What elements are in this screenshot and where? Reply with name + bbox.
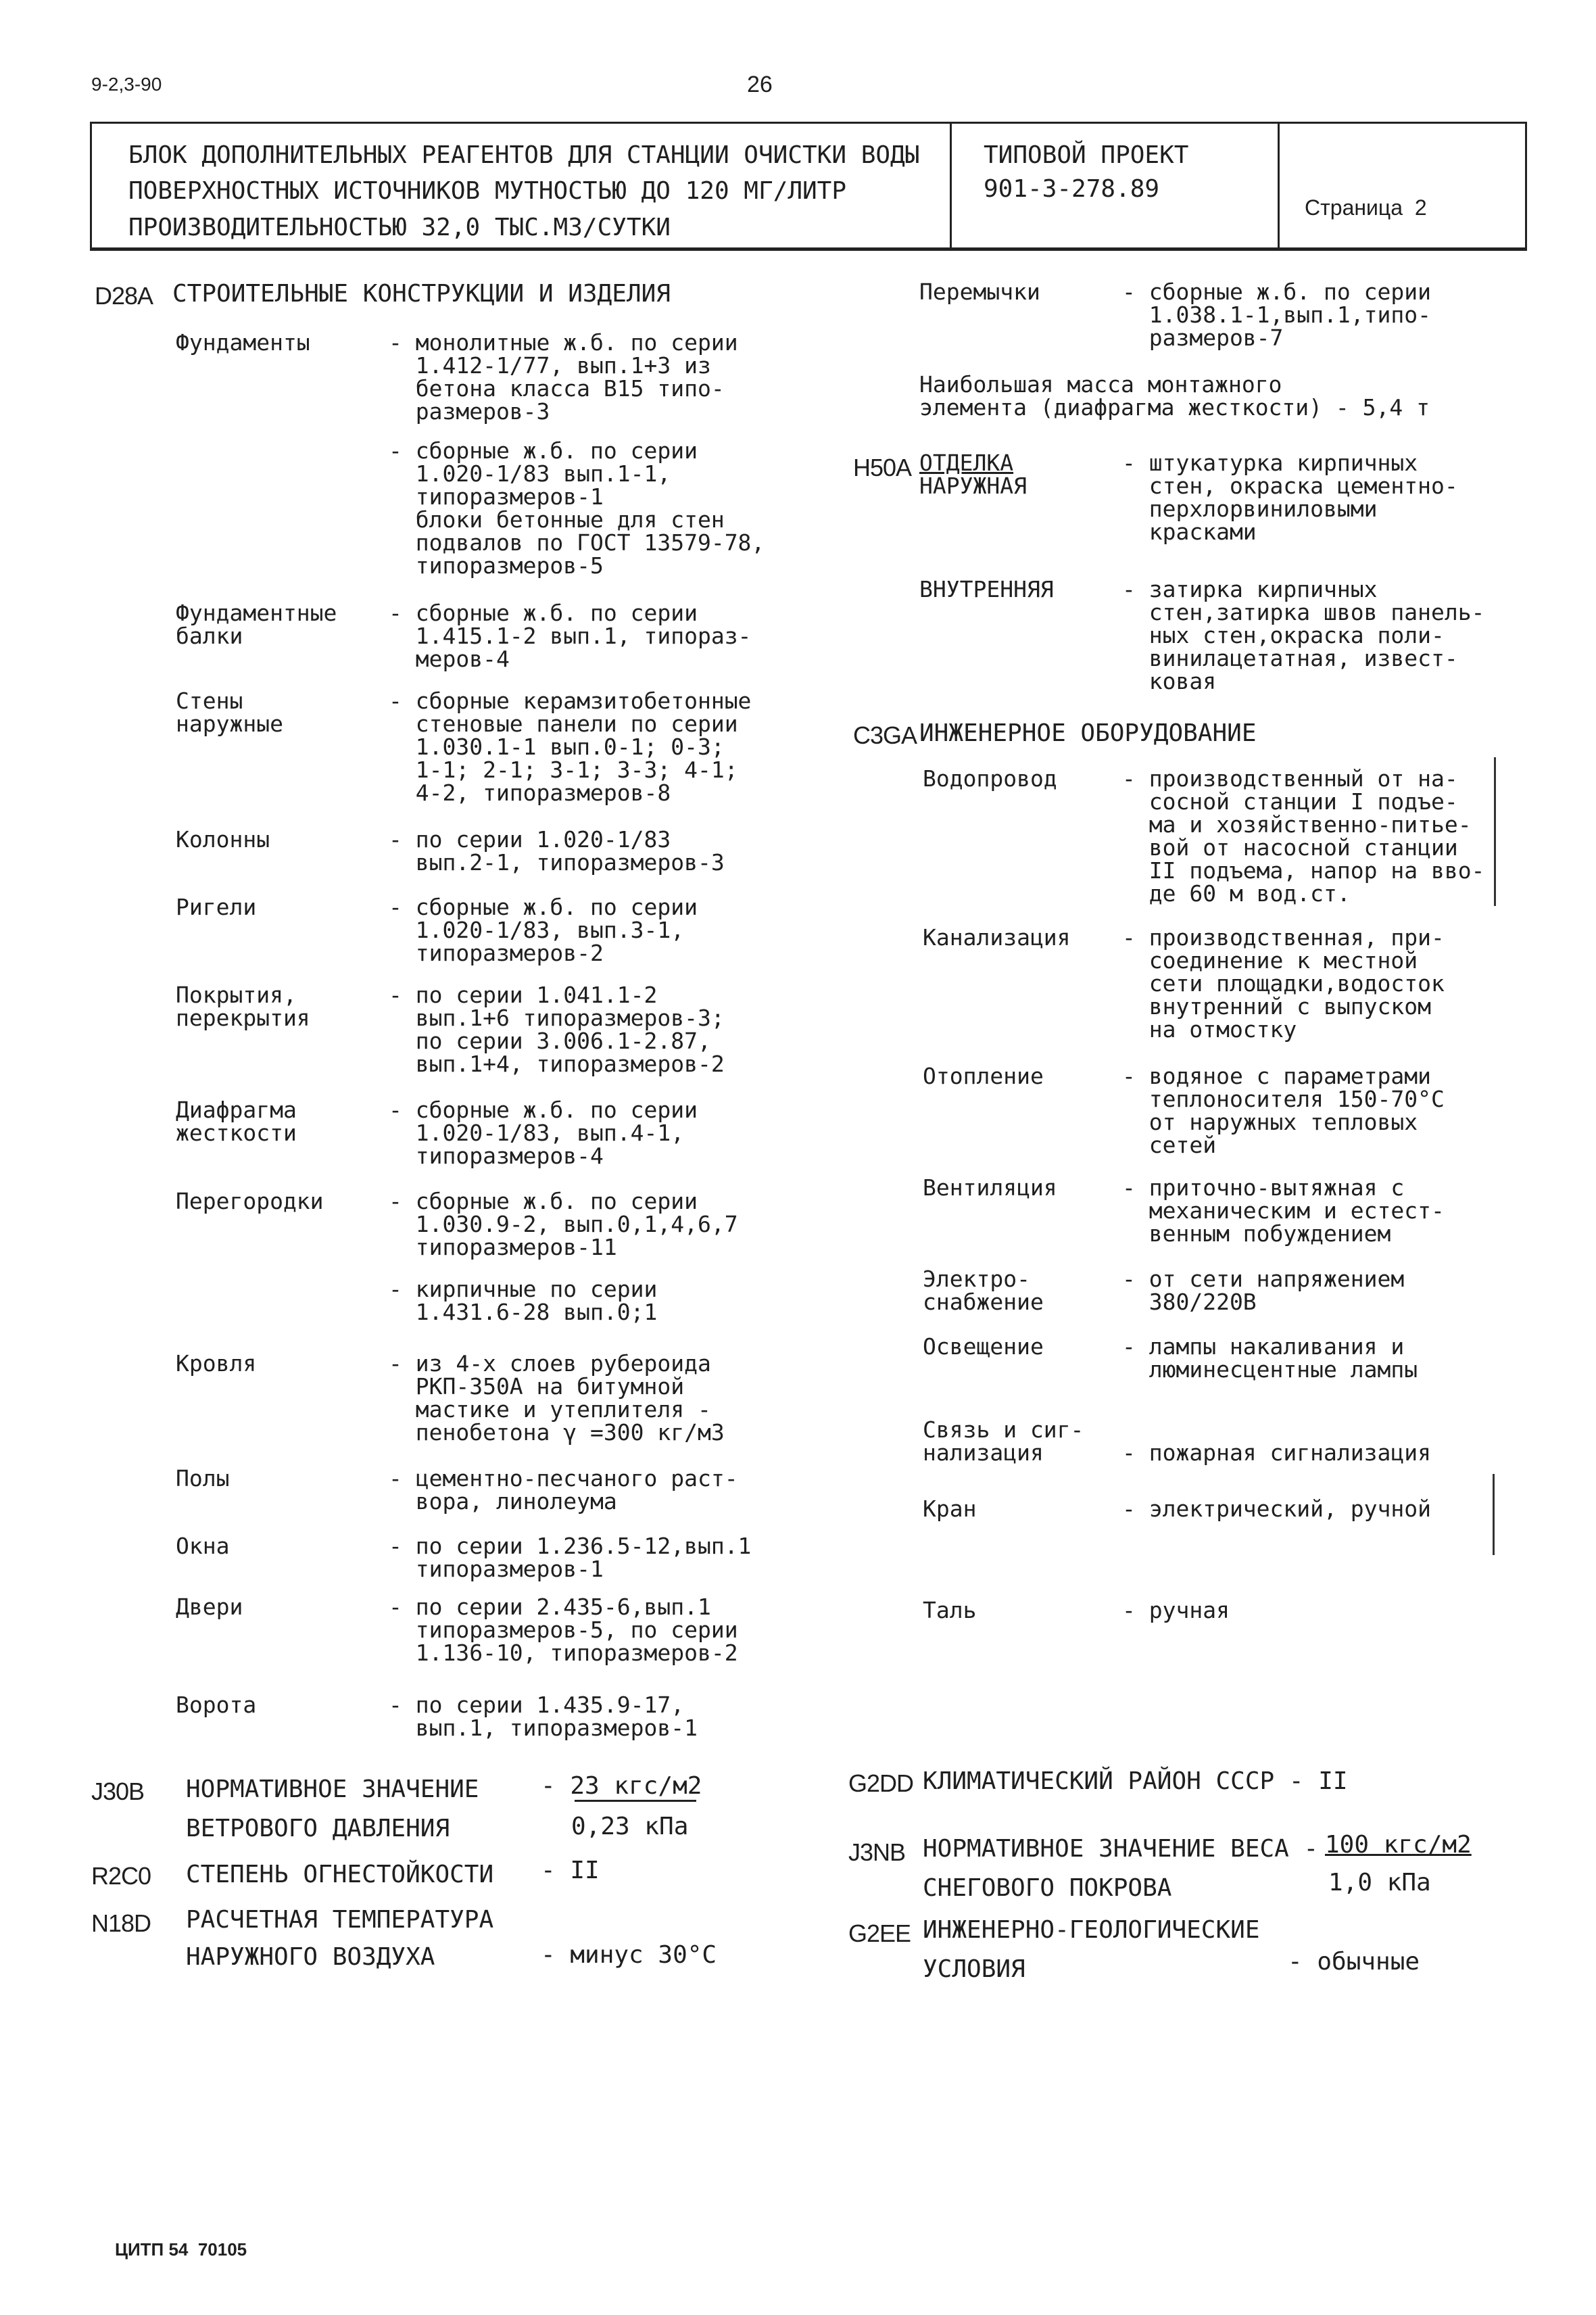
structure-value: 1.020-1/83, вып.3-1, <box>389 917 685 943</box>
snow-title-2: СНЕГОВОГО ПОКРОВА <box>923 1874 1172 1902</box>
structure-value: - сборные ж.б. по серии <box>389 1097 698 1123</box>
title-line-2: ПОВЕРХНОСТНЫХ ИСТОЧНИКОВ МУТНОСТЬЮ ДО 120 МГ/ЛИТР <box>128 177 847 205</box>
max-mass-1: Наибольшая масса монтажного <box>919 371 1282 398</box>
structure-value: 1.020-1/83, вып.4-1, <box>389 1120 685 1146</box>
code-r2c0: R2C0 <box>91 1862 151 1890</box>
climate-title: КЛИМАТИЧЕСКИЙ РАЙОН СССР - II <box>923 1767 1348 1795</box>
structure-value: - монолитные ж.б. по серии <box>389 329 738 356</box>
structure-label: Диафрагма <box>176 1097 297 1123</box>
finish-outer-line: красками <box>1122 519 1257 545</box>
wind-title-2: ВЕТРОВОГО ДАВЛЕНИЯ <box>186 1815 450 1842</box>
finish-outer-line: перхлорвиниловыми <box>1122 496 1378 522</box>
finish-outer-line: - штукатурка кирпичных <box>1122 450 1418 476</box>
project-number: 901-3-278.89 <box>984 175 1160 203</box>
engineering-value: - пожарная сигнализация <box>1122 1439 1431 1466</box>
structure-value: вып.1+4, типоразмеров-2 <box>389 1051 725 1077</box>
structure-label: Фундаменты <box>176 329 310 356</box>
structure-value: типоразмеров-4 <box>389 1143 604 1169</box>
engineering-label: Канализация <box>923 924 1071 951</box>
wind-title-1: НОРМАТИВНОЕ ЗНАЧЕНИЕ <box>186 1775 479 1803</box>
structure-value: бетона класса В15 типо- <box>389 375 725 402</box>
finish-inner-line: винилацетатная, извест- <box>1122 645 1458 671</box>
code-g2dd: G2DD <box>848 1769 914 1797</box>
structure-value: 1.412-1/77, вып.1+3 из <box>389 352 711 379</box>
engineering-label: Освещение <box>923 1333 1044 1360</box>
engineering-value: теплоносителя 150-70°С <box>1122 1086 1445 1112</box>
structure-value: - сборные ж.б. по серии <box>389 1188 698 1214</box>
margin-mark <box>1493 1474 1495 1555</box>
structure-value: стеновые панели по серии <box>389 711 738 737</box>
structure-label: балки <box>176 623 243 649</box>
engineering-value: соединение к местной <box>1122 947 1418 974</box>
title-line-1: БЛОК ДОПОЛНИТЕЛЬНЫХ РЕАГЕНТОВ ДЛЯ СТАНЦИИ ОЧИСТКИ ВОДЫ <box>128 141 920 169</box>
structure-label: перекрытия <box>176 1005 310 1031</box>
structure-value: блоки бетонные для стен <box>389 506 725 533</box>
engineering-value: ма и хозяйственно-питье- <box>1122 811 1472 838</box>
engineering-label: снабжение <box>923 1289 1044 1315</box>
max-mass-2: элемента (диафрагма жесткости) - 5,4 т <box>919 394 1430 421</box>
engineering-label: Водопровод <box>923 765 1057 792</box>
engineering-label: Связь и сиг- <box>923 1416 1084 1443</box>
structure-value: пенобетона γ =300 кг/м3 <box>389 1419 725 1446</box>
structure-value: по серии 3.006.1-2.87, <box>389 1028 711 1054</box>
engineering-value: II подъема, напор на вво- <box>1122 857 1485 884</box>
structure-value: 1-1; 2-1; 3-1; 3-3; 4-1; <box>389 757 738 783</box>
structure-value: 1.431.6-28 вып.0;1 <box>389 1299 658 1325</box>
section-title-structures: СТРОИТЕЛЬНЫЕ КОНСТРУКЦИИ И ИЗДЕЛИЯ <box>172 280 671 308</box>
structure-label: жесткости <box>176 1120 297 1146</box>
lintels-value-3: размеров-7 <box>1122 325 1284 351</box>
fire-value: - II <box>541 1857 600 1884</box>
code-h50a: H50A <box>853 454 912 481</box>
structure-value: вып.1, типоразмеров-1 <box>389 1715 698 1741</box>
finish-inner-label: ВНУТРЕННЯЯ <box>919 576 1054 602</box>
structure-label: Ригели <box>176 894 257 920</box>
engineering-label: нализация <box>923 1439 1044 1466</box>
geo-value: - обычные <box>1288 1948 1420 1976</box>
structure-value: - по серии 1.020-1/83 <box>389 826 671 853</box>
structure-value: типоразмеров-1 <box>389 1556 604 1582</box>
engineering-value: сетей <box>1122 1132 1217 1158</box>
margin-mark <box>1494 757 1496 906</box>
footer-stamp: ЦИТП 54 70105 <box>115 2239 247 2260</box>
structure-value: типоразмеров-11 <box>389 1234 617 1260</box>
code-n18d: N18D <box>91 1909 151 1937</box>
fire-title: СТЕПЕНЬ ОГНЕСТОЙКОСТИ <box>186 1861 494 1888</box>
structure-value: - по серии 2.435-6,вып.1 <box>389 1594 711 1620</box>
snow-value: 100 кгс/м2 <box>1325 1831 1472 1859</box>
lintels-value-1: - сборные ж.б. по серии <box>1122 279 1431 305</box>
engineering-value: - электрический, ручной <box>1122 1496 1431 1522</box>
engineering-value: - приточно-вытяжная с <box>1122 1174 1405 1201</box>
engineering-value: - лампы накаливания и <box>1122 1333 1405 1360</box>
engineering-value: де 60 м вод.ст. <box>1122 880 1351 907</box>
structure-value: меров-4 <box>389 646 510 672</box>
geo-title-1: ИНЖЕНЕРНО-ГЕОЛОГИЧЕСКИЕ <box>923 1916 1260 1944</box>
structure-value: типоразмеров-5, по серии <box>389 1617 738 1643</box>
structure-label: Полы <box>176 1465 230 1491</box>
structure-value: вып.1+6 типоразмеров-3; <box>389 1005 725 1031</box>
finish-outer-label-1: ОТДЕЛКА <box>919 450 1014 476</box>
structure-value: - сборные ж.б. по серии <box>389 437 698 464</box>
structure-value: 4-2, типоразмеров-8 <box>389 780 671 806</box>
engineering-value: венным побуждением <box>1122 1220 1391 1247</box>
engineering-value: - ручная <box>1122 1597 1230 1623</box>
finish-inner-line: стен,затирка швов панель- <box>1122 599 1485 625</box>
engineering-label: Кран <box>923 1496 977 1522</box>
sheet-label: Страница 2 <box>1305 195 1427 220</box>
engineering-value: сети площадки,водосток <box>1122 970 1445 997</box>
engineering-label: Электро- <box>923 1266 1030 1292</box>
section-code-d28a: D28A <box>95 282 153 310</box>
engineering-label: Вентиляция <box>923 1174 1057 1201</box>
structure-value: типоразмеров-1 <box>389 483 604 510</box>
structure-value: 1.030.1-1 вып.0-1; 0-3; <box>389 734 725 760</box>
temp-title-1: РАСЧЕТНАЯ ТЕМПЕРАТУРА <box>186 1906 494 1934</box>
structure-label: Стены <box>176 688 243 714</box>
snow-title-1: НОРМАТИВНОЕ ЗНАЧЕНИЕ ВЕСА - <box>923 1835 1319 1863</box>
snow-value-kpa: 1,0 кПа <box>1328 1869 1431 1896</box>
engineering-value: на отмостку <box>1122 1016 1297 1043</box>
structure-label: Фундаментные <box>176 600 337 626</box>
structure-label: Окна <box>176 1533 230 1559</box>
structure-value: - из 4-х слоев рубероида <box>389 1350 711 1377</box>
structure-value: - по серии 1.236.5-12,вып.1 <box>389 1533 752 1559</box>
engineering-value: - производственный от на- <box>1122 765 1458 792</box>
wind-value-kpa: 0,23 кПа <box>571 1813 689 1840</box>
structure-value: 1.136-10, типоразмеров-2 <box>389 1640 738 1666</box>
engineering-value: вой от насосной станции <box>1122 834 1458 861</box>
finish-inner-line: ковая <box>1122 668 1217 694</box>
geo-title-2: УСЛОВИЯ <box>923 1955 1025 1983</box>
structure-value: 1.415.1-2 вып.1, типораз- <box>389 623 752 649</box>
code-c3ga: C3GA <box>853 721 917 749</box>
structure-value: - по серии 1.041.1-2 <box>389 982 658 1008</box>
structure-value: типоразмеров-2 <box>389 940 604 966</box>
title-line-3: ПРОИЗВОДИТЕЛЬНОСТЬЮ 32,0 ТЫС.М3/СУТКИ <box>128 214 671 241</box>
page-number: 26 <box>747 72 773 97</box>
engineering-value: - водяное с параметрами <box>1122 1063 1431 1089</box>
engineering-value: люминесцентные лампы <box>1122 1356 1418 1383</box>
finish-outer-line: стен, окраска цементно- <box>1122 473 1458 499</box>
doc-code: 9-2,3-90 <box>91 74 162 95</box>
engineering-value: от наружных тепловых <box>1122 1109 1418 1135</box>
structure-label: наружные <box>176 711 283 737</box>
temp-title-2: НАРУЖНОГО ВОЗДУХА <box>186 1943 435 1971</box>
wind-value: - 23 кгс/м2 <box>541 1772 702 1800</box>
structure-value: вора, линолеума <box>389 1488 617 1514</box>
engineering-value: 380/220В <box>1122 1289 1257 1315</box>
engineering-value: - производственная, при- <box>1122 924 1445 951</box>
engineering-label: Отопление <box>923 1063 1044 1089</box>
lintels-label: Перемычки <box>919 279 1040 305</box>
structure-label: Кровля <box>176 1350 257 1377</box>
engineering-value: внутренний с выпуском <box>1122 993 1431 1020</box>
project-label: ТИПОВОЙ ПРОЕКТ <box>984 141 1189 169</box>
code-g2ee: G2EE <box>848 1919 911 1947</box>
structure-value: - кирпичные по серии <box>389 1276 658 1302</box>
structure-label: Покрытия, <box>176 982 297 1008</box>
structure-value: РКП-350А на битумной <box>389 1373 685 1400</box>
structure-value: - сборные ж.б. по серии <box>389 894 698 920</box>
structure-label: Двери <box>176 1594 243 1620</box>
structure-value: - цементно-песчаного раст- <box>389 1465 738 1491</box>
engineering-value: механическим и естест- <box>1122 1197 1445 1224</box>
structure-value: вып.2-1, типоразмеров-3 <box>389 849 725 876</box>
structure-value: 1.020-1/83 вып.1-1, <box>389 460 671 487</box>
structure-label: Колонны <box>176 826 270 853</box>
code-j30b: J30B <box>91 1777 145 1805</box>
engineering-title: ИНЖЕНЕРНОЕ ОБОРУДОВАНИЕ <box>919 719 1257 747</box>
structure-value: - сборные керамзитобетонные <box>389 688 752 714</box>
finish-inner-line: - затирка кирпичных <box>1122 576 1378 602</box>
structure-value: размеров-3 <box>389 398 550 425</box>
structure-label: Ворота <box>176 1692 257 1718</box>
code-j3nb: J3NB <box>848 1838 906 1866</box>
structure-value: - по серии 1.435.9-17, <box>389 1692 685 1718</box>
lintels-value-2: 1.038.1-1,вып.1,типо- <box>1122 302 1431 328</box>
structure-value: мастике и утеплителя - <box>389 1396 711 1423</box>
finish-outer-label-2: НАРУЖНАЯ <box>919 473 1027 499</box>
structure-value: 1.030.9-2, вып.0,1,4,6,7 <box>389 1211 738 1237</box>
structure-label: Перегородки <box>176 1188 324 1214</box>
temp-value: - минус 30°С <box>541 1941 717 1969</box>
engineering-label: Таль <box>923 1597 977 1623</box>
finish-inner-line: ных стен,окраска поли- <box>1122 622 1445 648</box>
engineering-value: сосной станции I подъе- <box>1122 788 1458 815</box>
structure-value: типоразмеров-5 <box>389 552 604 579</box>
engineering-value: - от сети напряжением <box>1122 1266 1405 1292</box>
structure-value: подвалов по ГОСТ 13579-78, <box>389 529 765 556</box>
structure-value: - сборные ж.б. по серии <box>389 600 698 626</box>
